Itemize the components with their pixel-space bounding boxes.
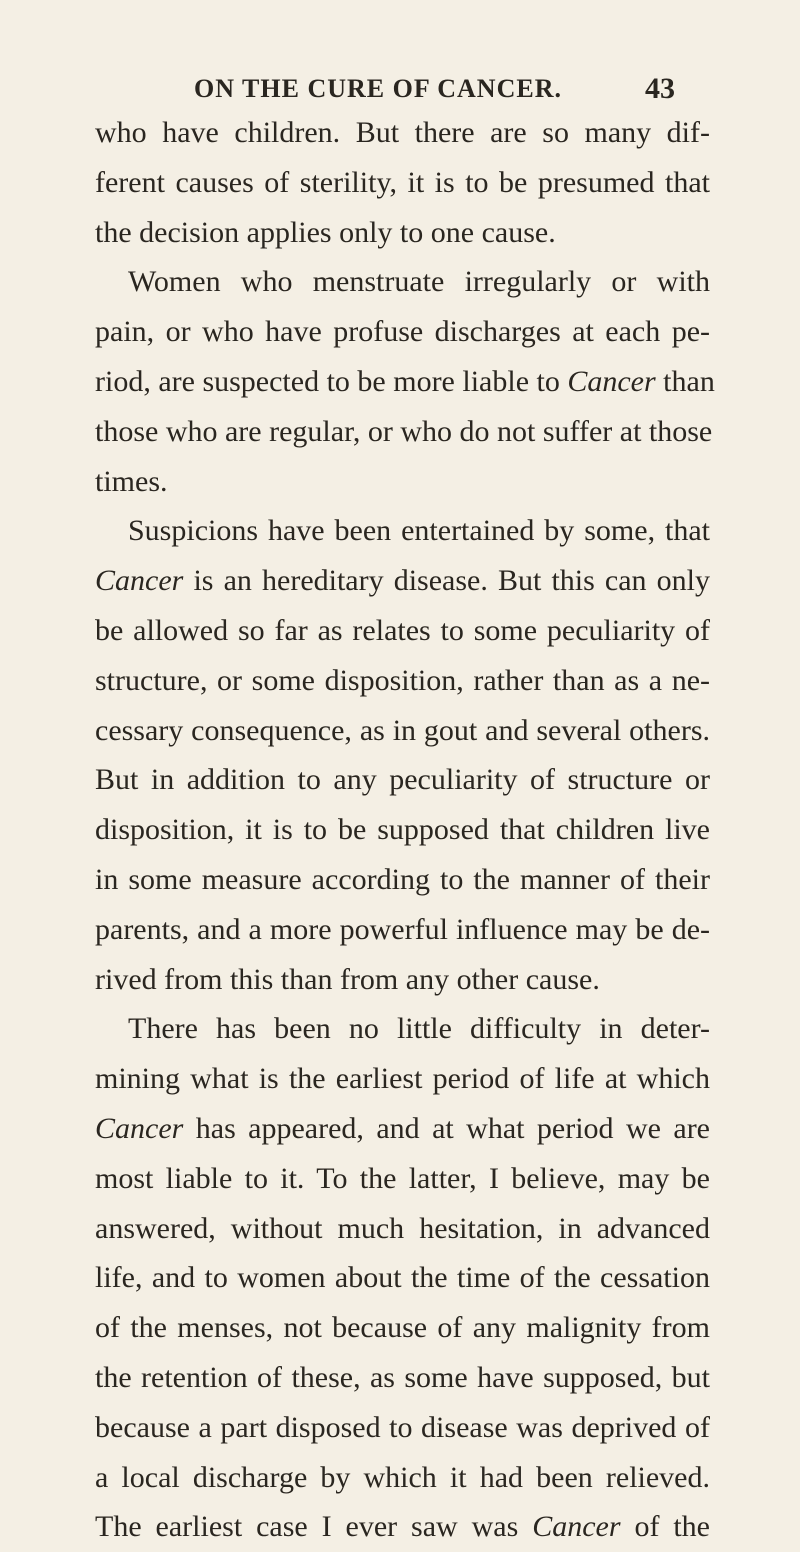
text-line: most liable to it. To the latter, I believe, may be [95,1161,710,1195]
line-segment: than [655,364,715,398]
text-line: parents, and a more powerful influence may be de- [95,912,710,946]
body-text [95,108,715,1552]
text-line: life, and to women about the time of the cessation [95,1261,710,1295]
line-segment: is an hereditary disease. But this can only [183,564,710,598]
text-line: in some measure according to the manner of their [95,862,710,896]
text-line: disposition, it is to be supposed that children live [95,813,710,847]
text-line [95,1104,710,1154]
text-line: of the menses, not because of any malignity from [95,1311,710,1345]
page-number: 43 [645,72,675,105]
text-line [95,556,710,606]
text-line: structure, or some disposition, rather than as a ne- [95,663,710,697]
text-line: the decision applies only to one cause. [95,215,556,249]
line-segment: The earliest case I ever saw was [95,1510,533,1544]
text-line: pain, or who have profuse discharges at each pe- [95,315,710,349]
italic-term: Cancer [532,1510,621,1544]
running-head [0,64,800,104]
line-segment: riod, are suspected to be more liable to [95,364,568,398]
text-line: times. [95,464,168,498]
text-line: mining what is the earliest period of life at which [95,1062,710,1096]
line-segment: has appeared, and at what period we are [183,1111,710,1145]
text-line: cessary consequence, as in gout and several others. [95,713,710,747]
text-line: those who are regular, or who do not suffer at those [95,414,713,448]
text-line: be allowed so far as relates to some peculiarity of [95,613,710,647]
text-line: who have children. But there are so many dif- [95,116,710,149]
italic-term: Cancer [95,564,184,598]
text-line: Women who menstruate irregularly or with [128,265,710,299]
line-segment: of the [620,1510,710,1544]
text-line [95,357,715,407]
text-line: answered, without much hesitation, in advanced [95,1211,710,1245]
text-line: rived from this than from any other cause. [95,962,600,996]
text-line: a local discharge by which it had been relieved. [95,1460,710,1494]
text-line: There has been no little difficulty in deter- [128,1012,710,1046]
text-line [95,1502,710,1552]
text-line: the retention of these, as some have supposed, but [95,1360,710,1394]
italic-term: Cancer [95,1111,184,1145]
italic-term: Cancer [567,364,656,398]
text-line: because a part disposed to disease was deprived of [95,1410,710,1444]
running-title: ON THE CURE OF CANCER. [194,74,562,103]
text-line: ferent causes of sterility, it is to be presumed that [95,165,710,199]
text-line: But in addition to any peculiarity of structure or [95,763,710,797]
text-line: Suspicions have been entertained by some, that [128,514,710,548]
